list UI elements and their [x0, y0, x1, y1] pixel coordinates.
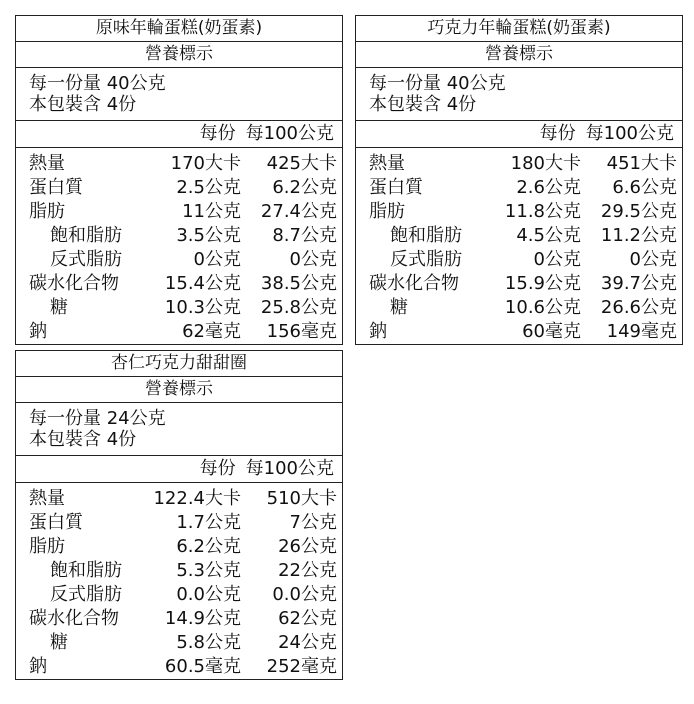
nutrient-row	[356, 200, 682, 224]
per-100g-value: 149毫克	[606, 321, 677, 342]
nutrient-name: 鈉	[29, 321, 47, 342]
per-100g-value: 29.5公克	[600, 201, 677, 222]
per-100g-value: 252毫克	[266, 656, 337, 677]
per-serving-value: 170大卡	[170, 153, 241, 174]
per-100g-value: 425大卡	[266, 153, 337, 174]
per-100g-value: 22公克	[278, 560, 337, 581]
per-100g-value: 38.5公克	[260, 273, 337, 294]
per-serving-value: 1.7公克	[176, 512, 241, 533]
serving-size: 每一份量 24公克	[29, 408, 166, 429]
nutrition-heading: 營養標示	[16, 42, 342, 68]
nutrient-row	[16, 631, 342, 655]
nutrient-row	[16, 320, 342, 344]
nutrient-rows	[16, 483, 342, 679]
nutrition-label-chocolate-baumkuchen	[355, 15, 683, 345]
product-title: 原味年輪蛋糕(奶蛋素)	[16, 16, 342, 42]
per-serving-value: 122.4大卡	[153, 488, 241, 509]
col-per-serving: 每份	[199, 123, 236, 144]
per-100g-value: 7公克	[289, 512, 337, 533]
nutrient-row	[16, 200, 342, 224]
nutrient-row	[16, 176, 342, 200]
nutrient-row	[16, 535, 342, 559]
per-100g-value: 0公克	[289, 249, 337, 270]
nutrition-label-original-baumkuchen	[15, 15, 343, 345]
nutrient-row	[16, 296, 342, 320]
nutrient-name: 飽和脂肪	[50, 225, 122, 246]
per-serving-value: 10.3公克	[164, 297, 241, 318]
nutrient-row	[16, 224, 342, 248]
nutrient-name: 糖	[390, 297, 408, 318]
nutrient-name: 鈉	[369, 321, 387, 342]
nutrient-row	[356, 296, 682, 320]
per-100g-value: 451大卡	[606, 153, 677, 174]
nutrient-name: 熱量	[29, 153, 65, 174]
per-100g-value: 24公克	[278, 632, 337, 653]
nutrient-row	[16, 583, 342, 607]
nutrient-name: 脂肪	[29, 536, 65, 557]
per-serving-value: 5.3公克	[176, 560, 241, 581]
nutrient-row	[356, 320, 682, 344]
per-serving-value: 14.9公克	[164, 608, 241, 629]
col-per-100g: 每100公克	[585, 123, 674, 144]
nutrient-row	[16, 559, 342, 583]
per-serving-value: 11.8公克	[504, 201, 581, 222]
nutrient-name: 蛋白質	[29, 177, 83, 198]
per-serving-value: 5.8公克	[176, 632, 241, 653]
per-serving-value: 62毫克	[182, 321, 241, 342]
per-100g-value: 8.7公克	[272, 225, 337, 246]
per-serving-value: 11公克	[182, 201, 241, 222]
nutrient-name: 碳水化合物	[369, 273, 459, 294]
nutrient-name: 熱量	[369, 153, 405, 174]
column-header	[16, 456, 342, 483]
nutrient-name: 鈉	[29, 656, 47, 677]
nutrient-rows	[16, 148, 342, 344]
nutrient-name: 脂肪	[369, 201, 405, 222]
per-100g-value: 25.8公克	[260, 297, 337, 318]
per-serving-value: 10.6公克	[504, 297, 581, 318]
per-serving-value: 0公克	[533, 249, 581, 270]
per-serving-value: 6.2公克	[176, 536, 241, 557]
servings-per-package: 本包裝含 4份	[369, 94, 477, 115]
nutrient-name: 反式脂肪	[50, 249, 122, 270]
per-100g-value: 0.0公克	[272, 584, 337, 605]
per-serving-value: 4.5公克	[516, 225, 581, 246]
nutrient-name: 碳水化合物	[29, 608, 119, 629]
column-header	[16, 121, 342, 148]
nutrient-name: 蛋白質	[369, 177, 423, 198]
nutrient-row	[16, 511, 342, 535]
nutrition-heading: 營養標示	[356, 42, 682, 68]
nutrient-row	[16, 487, 342, 511]
nutrient-row	[356, 272, 682, 296]
per-serving-value: 60.5毫克	[164, 656, 241, 677]
per-100g-value: 26公克	[278, 536, 337, 557]
per-serving-value: 0公克	[193, 249, 241, 270]
serving-info	[356, 68, 682, 121]
per-100g-value: 6.6公克	[612, 177, 677, 198]
serving-info	[16, 68, 342, 121]
per-serving-value: 3.5公克	[176, 225, 241, 246]
per-100g-value: 39.7公克	[600, 273, 677, 294]
col-per-serving: 每份	[539, 123, 576, 144]
serving-size: 每一份量 40公克	[369, 73, 506, 94]
per-100g-value: 0公克	[629, 249, 677, 270]
per-100g-value: 26.6公克	[600, 297, 677, 318]
nutrient-name: 飽和脂肪	[50, 560, 122, 581]
nutrient-row	[16, 152, 342, 176]
nutrient-row	[356, 224, 682, 248]
nutrient-name: 熱量	[29, 488, 65, 509]
nutrient-row	[16, 272, 342, 296]
per-serving-value: 15.9公克	[504, 273, 581, 294]
per-100g-value: 6.2公克	[272, 177, 337, 198]
nutrient-row	[16, 607, 342, 631]
nutrient-name: 蛋白質	[29, 512, 83, 533]
col-per-100g: 每100公克	[245, 123, 334, 144]
col-per-serving: 每份	[199, 458, 236, 479]
nutrient-row	[356, 152, 682, 176]
serving-info	[16, 403, 342, 456]
nutrition-heading: 營養標示	[16, 377, 342, 403]
nutrient-name: 糖	[50, 297, 68, 318]
nutrient-name: 反式脂肪	[50, 584, 122, 605]
servings-per-package: 本包裝含 4份	[29, 94, 137, 115]
nutrition-label-almond-chocolate-donut	[15, 350, 343, 680]
nutrient-name: 脂肪	[29, 201, 65, 222]
per-serving-value: 2.5公克	[176, 177, 241, 198]
per-100g-value: 510大卡	[266, 488, 337, 509]
nutrient-rows	[356, 148, 682, 344]
per-100g-value: 156毫克	[266, 321, 337, 342]
nutrient-row	[16, 655, 342, 679]
per-serving-value: 60毫克	[522, 321, 581, 342]
per-100g-value: 62公克	[278, 608, 337, 629]
nutrient-name: 碳水化合物	[29, 273, 119, 294]
per-100g-value: 11.2公克	[600, 225, 677, 246]
per-100g-value: 27.4公克	[260, 201, 337, 222]
per-serving-value: 0.0公克	[176, 584, 241, 605]
per-serving-value: 180大卡	[510, 153, 581, 174]
servings-per-package: 本包裝含 4份	[29, 429, 137, 450]
nutrient-row	[356, 176, 682, 200]
product-title: 杏仁巧克力甜甜圈	[16, 351, 342, 377]
nutrient-name: 反式脂肪	[390, 249, 462, 270]
per-serving-value: 15.4公克	[164, 273, 241, 294]
product-title: 巧克力年輪蛋糕(奶蛋素)	[356, 16, 682, 42]
serving-size: 每一份量 40公克	[29, 73, 166, 94]
column-header	[356, 121, 682, 148]
per-serving-value: 2.6公克	[516, 177, 581, 198]
nutrient-name: 糖	[50, 632, 68, 653]
nutrient-row	[16, 248, 342, 272]
nutrient-row	[356, 248, 682, 272]
col-per-100g: 每100公克	[245, 458, 334, 479]
nutrient-name: 飽和脂肪	[390, 225, 462, 246]
